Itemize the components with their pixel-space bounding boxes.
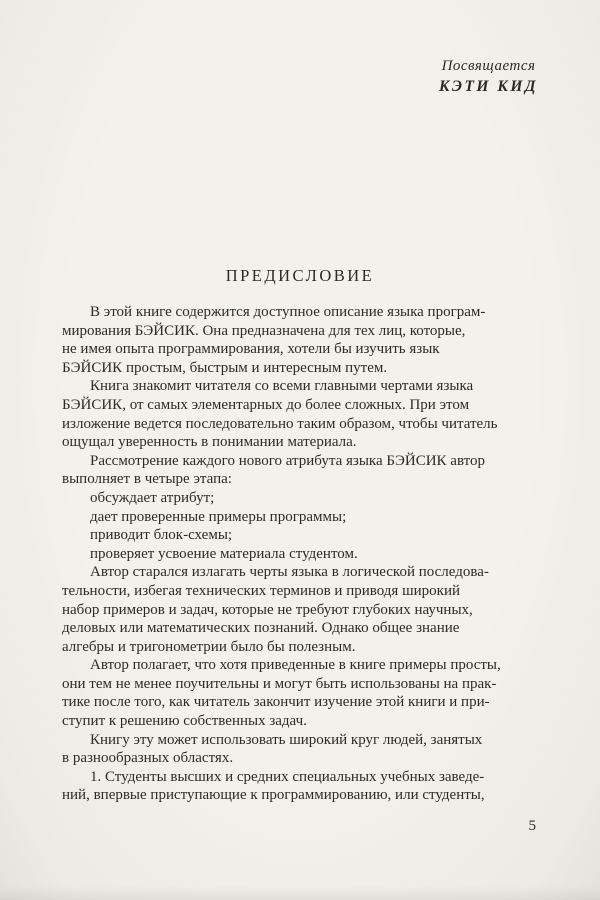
paragraph: приводит блок-схемы; bbox=[90, 527, 233, 544]
dedication-label: Посвящается bbox=[441, 58, 536, 74]
paragraph: 1. Студенты высших и средних специальных учебных заведе- ний, впервые приступающие к программированию, или студенты, bbox=[62, 768, 485, 804]
paragraph: обсуждает атрибут; bbox=[90, 489, 215, 506]
body-text bbox=[62, 303, 539, 805]
paragraph: Рассмотрение каждого нового атрибута языка БЭЙСИК автор выполняет в четыре этапа: bbox=[62, 452, 486, 488]
paragraph: проверяет усвоение материала студентом. bbox=[90, 545, 358, 562]
paragraph: Книгу эту может использовать широкий круг людей, занятых в разнообразных областях. bbox=[62, 731, 483, 767]
preface-heading: ПРЕДИСЛОВИЕ bbox=[225, 266, 375, 285]
paragraph: дает проверенные примеры программы; bbox=[90, 508, 347, 525]
paragraph: Автор старался излагать черты языка в логической последова- тельности, избегая технических терминов и приводя широкий набор примеров и задач, которые не требуют глубоких научных, деловых или математических познаний. Однако общее знание алгебры и тригонометрии было бы полезным. bbox=[62, 564, 489, 655]
paragraph: Книга знакомит читателя со всеми главными чертами языка БЭЙСИК, от самых элементарных до более сложных. При этом изложение ведется последовательно таким образом, чтобы читатель ощущал уверенность в понимании материала. bbox=[62, 378, 498, 451]
paragraph: В этой книге содержится доступное описание языка програм- мирования БЭЙСИК. Она предназначена для тех лиц, которые, не имея опыта программирования, хотели бы изучить язык БЭЙСИК простым, быстрым и интересным путем. bbox=[62, 304, 486, 376]
page-number: 5 bbox=[528, 818, 536, 834]
paragraph: Автор полагает, что хотя приведенные в книге примеры просты, они тем не менее поучительны и могут быть использованы на прак- тике после того, как читатель закончит изучение этой книги и при- ступит к решению собственных задач. bbox=[62, 657, 501, 730]
dedication-recipient: КЭТИ КИД bbox=[439, 78, 538, 95]
dedication bbox=[439, 57, 538, 96]
